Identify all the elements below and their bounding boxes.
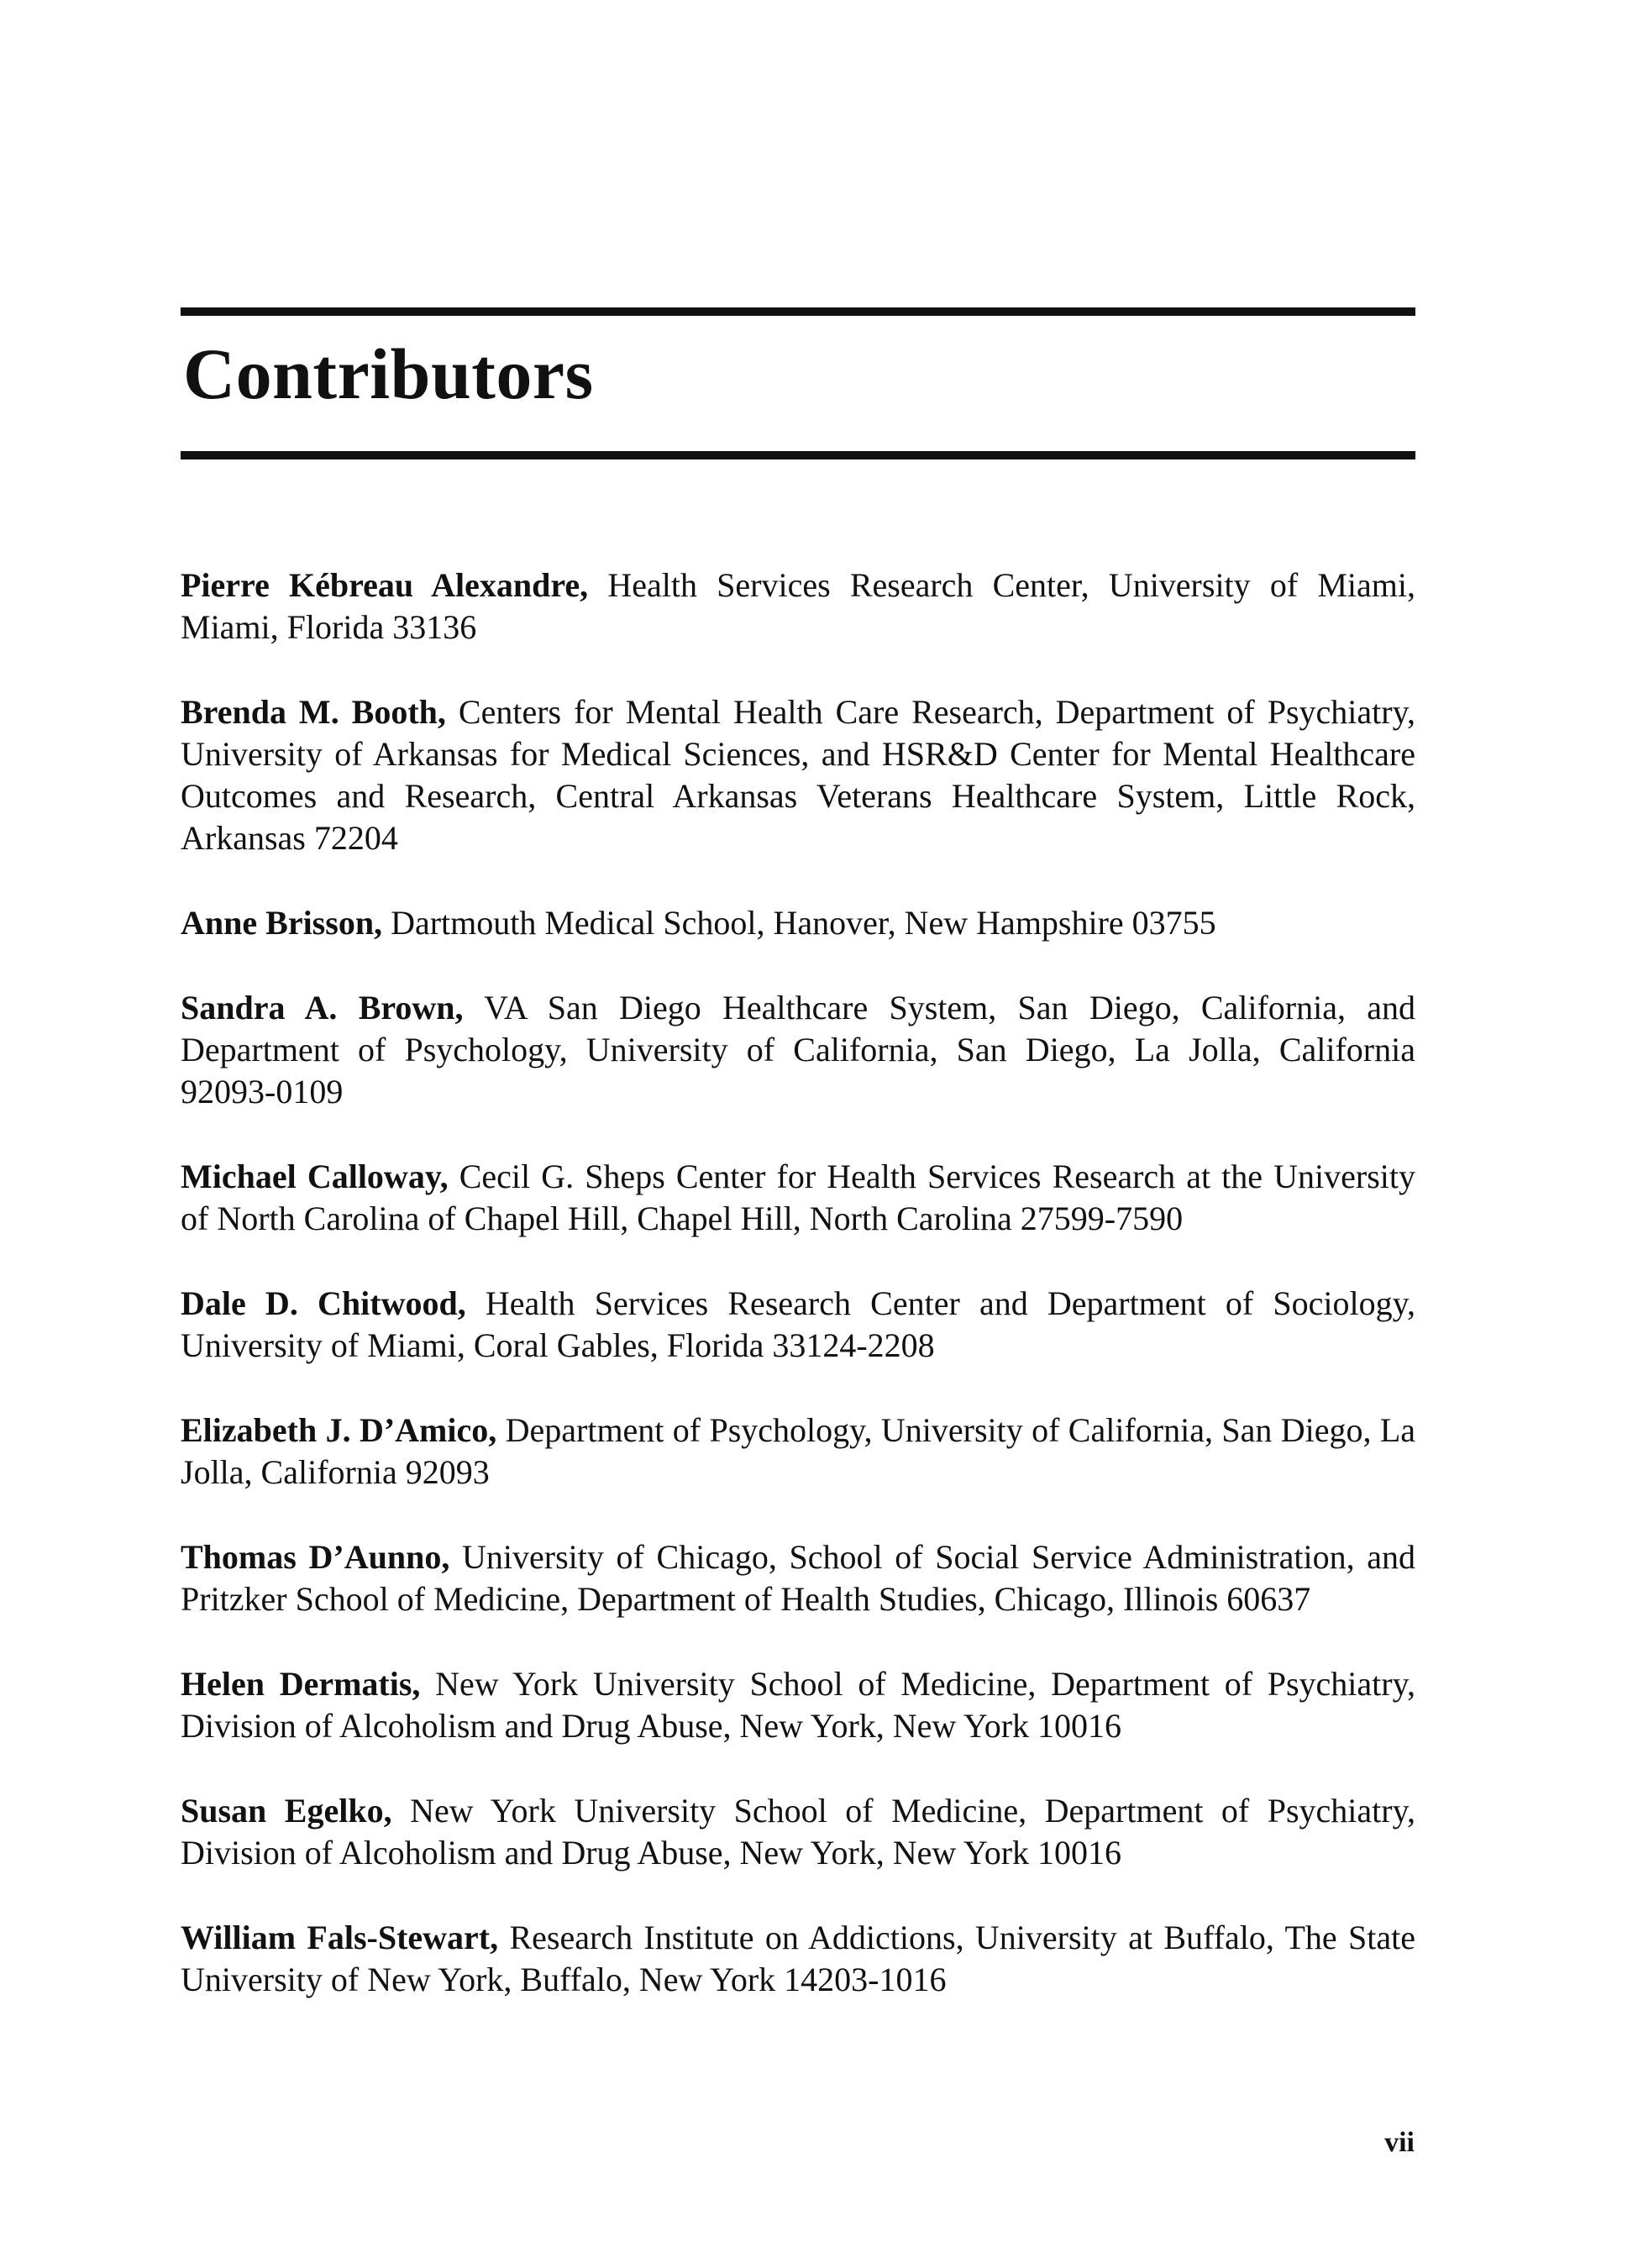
contributors-list [181,564,1415,2044]
page-title: Contributors [183,333,594,414]
title-bottom-rule [181,451,1415,459]
contributor-name: Dale D. Chitwood, [181,1284,466,1322]
contributor-name: Sandra A. Brown, [181,989,464,1026]
contributor-affiliation: Research Institute on Addictions, University at Buffalo, The State University of New York, Buffalo, New York 14203-1016 [181,1919,1415,1998]
contributor-name: Pierre Kébreau Alexandre, [181,566,589,604]
contributor-affiliation: University of Chicago, School of Social Service Administration, and Pritzker School of Medicine, Department of Health Studies, Chicago, Illinois 60637 [181,1538,1416,1618]
contributor-affiliation: Department of Psychology, University of California, San Diego, La Jolla, California 92093 [181,1411,1416,1491]
contributor-entry [181,1156,1415,1240]
contributor-affiliation: Centers for Mental Health Care Research, Department of Psychiatry, University of Arkansas for Medical Sciences, and HSR&D Center for Mental Healthcare Outcomes and Research, Central Arkansas Veterans Healthcare System, Little Rock, Arkansas 72204 [181,693,1415,857]
contributor-name: Brenda M. Booth, [181,693,446,731]
contributor-name: Susan Egelko, [181,1792,392,1830]
contributor-affiliation: New York University School of Medicine, Department of Psychiatry, Division of Alcoholism and Drug Abuse, New York, New York 10016 [181,1792,1416,1872]
contributor-name: William Fals-Stewart, [181,1919,499,1956]
contributor-affiliation: New York University School of Medicine, Department of Psychiatry, Division of Alcoholism and Drug Abuse, New York, New York 10016 [181,1665,1416,1745]
contributor-name: Anne Brisson, [181,904,383,942]
contributor-entry [181,1917,1415,2001]
contributor-entry [181,902,1415,944]
contributor-name: Elizabeth J. D’Amico, [181,1411,497,1449]
contributor-entry [181,1410,1415,1494]
contributor-entry [181,1536,1415,1620]
page-number: vii [1384,2127,1415,2158]
contributor-affiliation: Health Services Research Center, University of Miami, Miami, Florida 33136 [181,566,1416,646]
contributor-entry [181,1283,1415,1367]
contributor-entry [181,1663,1415,1747]
contributor-name: Thomas D’Aunno, [181,1538,450,1576]
contributor-name: Michael Calloway, [181,1158,449,1195]
contributor-affiliation: VA San Diego Healthcare System, San Diego, California, and Department of Psychology, University of California, San Diego, La Jolla, California 92093-0109 [181,989,1416,1110]
contributor-entry [181,1790,1415,1874]
contributor-affiliation: Cecil G. Sheps Center for Health Services Research at the University of North Carolina of Chapel Hill, Chapel Hill, North Carolina 27599-7590 [181,1158,1416,1237]
contributor-affiliation: Health Services Research Center and Department of Sociology, University of Miami, Coral Gables, Florida 33124-2208 [181,1284,1416,1364]
contributor-name: Helen Dermatis, [181,1665,421,1703]
contributor-entry [181,987,1415,1113]
contributor-entry [181,691,1415,859]
contributor-affiliation: Dartmouth Medical School, Hanover, New Hampshire 03755 [391,904,1216,942]
title-top-rule [181,307,1415,316]
contributor-entry [181,564,1415,648]
